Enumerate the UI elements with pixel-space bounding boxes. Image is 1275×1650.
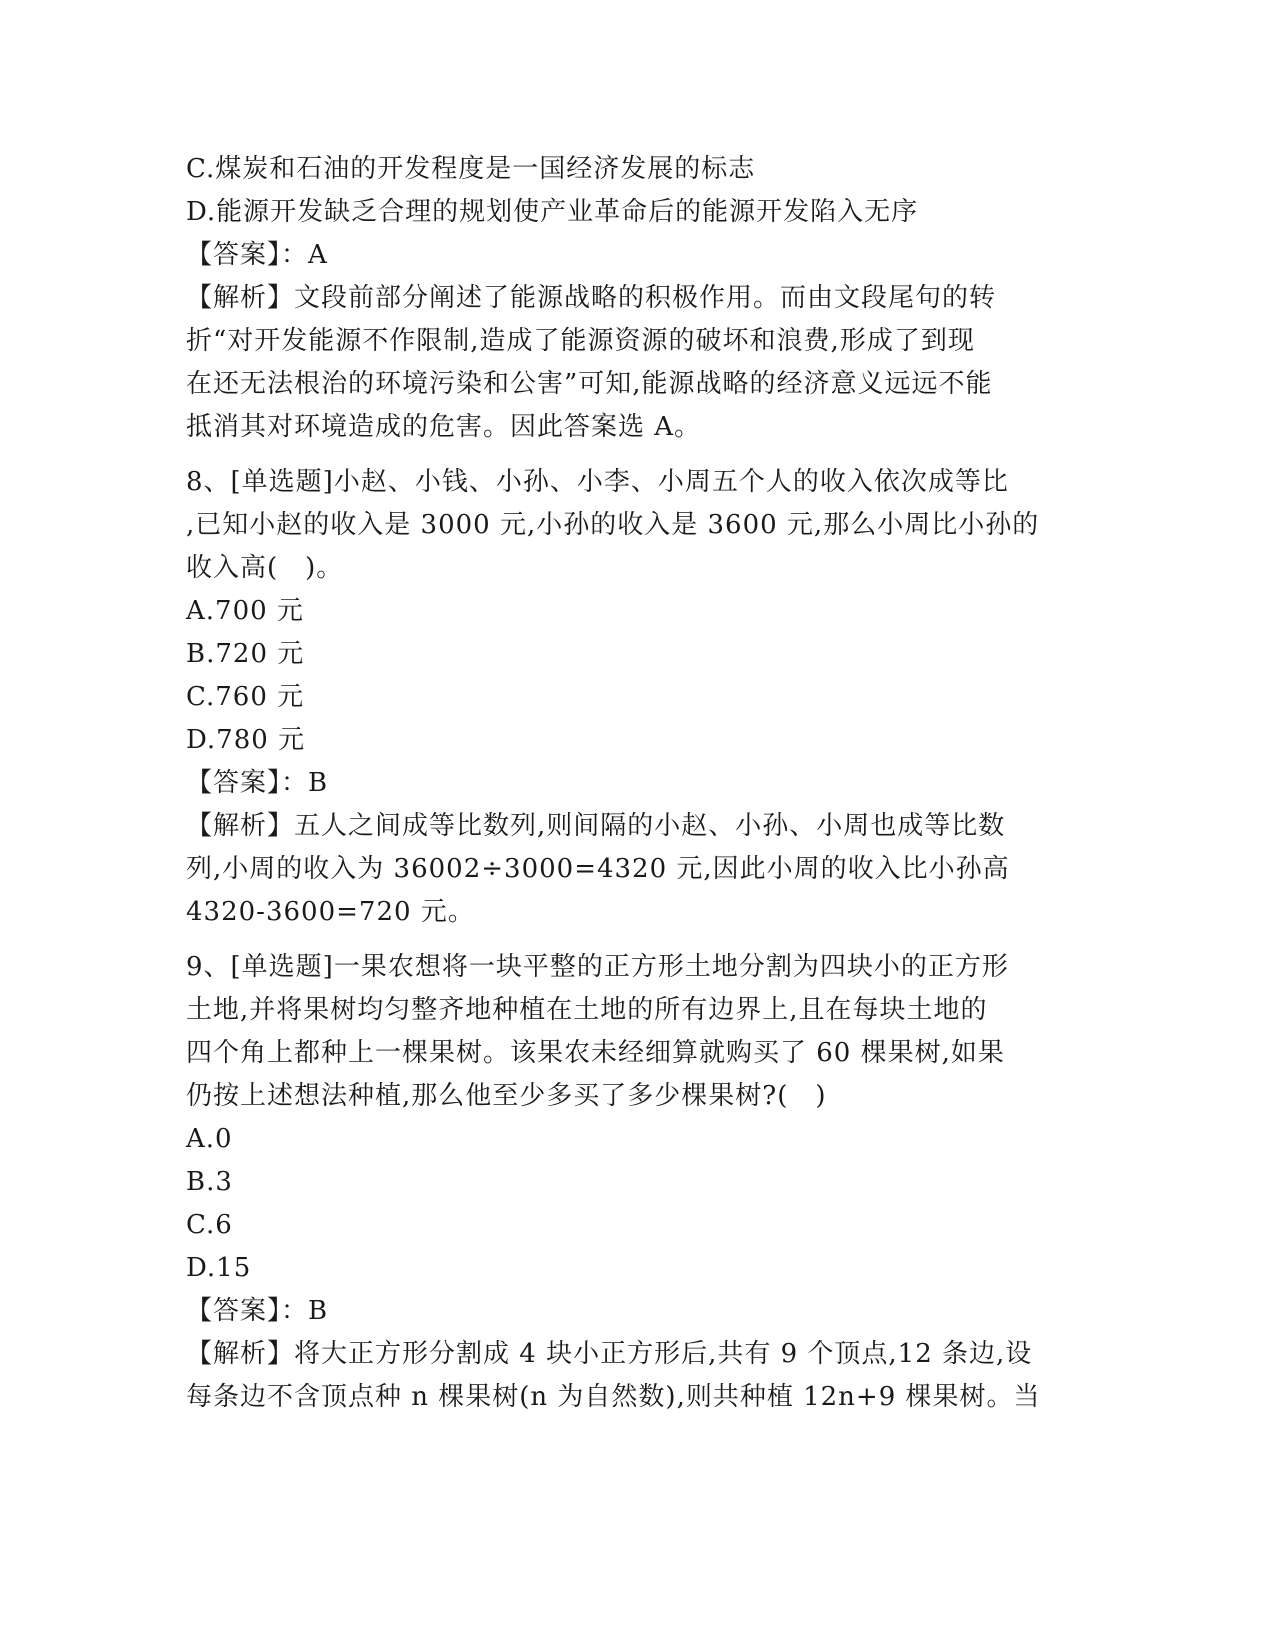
analysis-line: 在还无法根治的环境污染和公害”可知,能源战略的经济意义远远不能 (186, 369, 993, 399)
question-8 (186, 461, 1086, 934)
question-stem-line: 土地,并将果树均匀整齐地种植在土地的所有边界上,且在每块土地的 (186, 995, 988, 1025)
analysis-line: 列,小周的收入为 36002÷3000=4320 元,因此小周的收入比小孙高 (186, 854, 1010, 884)
option-c: C.6 (186, 1210, 233, 1240)
option-c: C.760 元 (186, 682, 305, 712)
analysis-line: 折“对开发能源不作限制,造成了能源资源的破坏和浪费,形成了到现 (186, 326, 975, 356)
question-stem-line: 仍按上述想法种植,那么他至少多买了多少棵果树?( ) (186, 1081, 827, 1111)
analysis-line: 【解析】文段前部分阐述了能源战略的积极作用。而由文段尾句的转 (186, 283, 997, 313)
option-d: D.780 元 (186, 725, 306, 755)
analysis-line: 4320-3600=720 元。 (186, 897, 475, 927)
option-a: A.0 (186, 1124, 233, 1154)
answer: 【答案】：B (186, 768, 329, 798)
question-stem-line: 四个角上都种上一棵果树。该果农未经细算就购买了 60 棵果树,如果 (186, 1038, 1005, 1068)
answer: 【答案】：A (186, 240, 328, 270)
analysis-line: 【解析】将大正方形分割成 4 块小正方形后,共有 9 个顶点,12 条边,设 (186, 1339, 1033, 1369)
question-stem-line: 收入高( )。 (186, 553, 344, 583)
answer: 【答案】：B (186, 1296, 329, 1326)
analysis-line: 抵消其对环境造成的危害。因此答案选 A。 (186, 412, 702, 442)
option-d: D.15 (186, 1253, 252, 1283)
option-b: B.3 (186, 1167, 233, 1197)
option-a: A.700 元 (186, 596, 304, 626)
document-page (186, 148, 1086, 1419)
question-stem-line: 8、[单选题]小赵、小钱、小孙、小李、小周五个人的收入依次成等比 (186, 467, 1009, 497)
question-stem-line: ,已知小赵的收入是 3000 元,小孙的收入是 3600 元,那么小周比小孙的 (186, 510, 1040, 540)
question-9 (186, 946, 1086, 1419)
analysis-line: 每条边不含顶点种 n 棵果树(n 为自然数),则共种植 12n+9 棵果树。当 (186, 1382, 1041, 1412)
option-d: D.能源开发缺乏合理的规划使产业革命后的能源开发陷入无序 (186, 197, 919, 227)
option-b: B.720 元 (186, 639, 305, 669)
question-7-tail (186, 148, 1086, 449)
question-stem-line: 9、[单选题]一果农想将一块平整的正方形土地分割为四块小的正方形 (186, 952, 1009, 982)
analysis-line: 【解析】五人之间成等比数列,则间隔的小赵、小孙、小周也成等比数 (186, 811, 1006, 841)
option-c: C.煤炭和石油的开发程度是一国经济发展的标志 (186, 154, 756, 184)
